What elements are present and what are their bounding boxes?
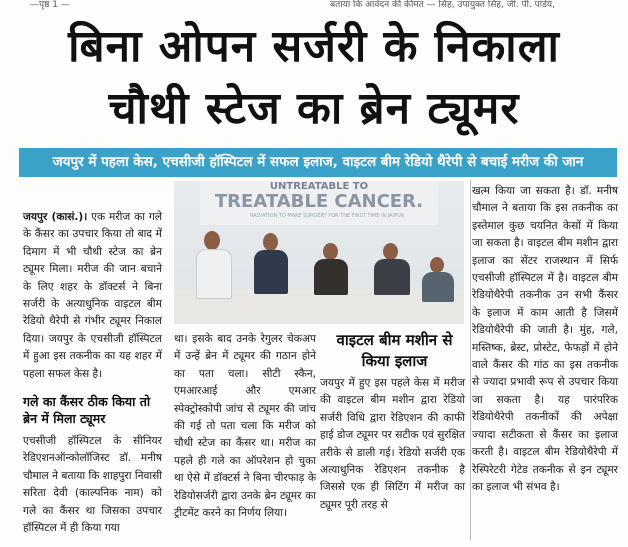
column-1-body: एचसीजी हॉस्पिटल के सीनियर रेडिएशनऑन्कोलॉजिस्ट डॉ. मनीष चौमाल ने बताया कि शाहपुरा निवासी सरिता देवी (काल्पनिक नाम) को गले का कैंसर था जिसका उपचार हॉस्पिटल में ही किया गया xyxy=(23,435,162,535)
column-2-body: था। इसके बाद उनके रेगुलर चेकअप में उन्हें ब्रेन में ट्यूमर की गठान होने का पता चला। सीटी स्कैन, एमआरआई और एमआर स्पेक्ट्रोस्कोपी जांच से ट्यूमर की जांच की गई तो पता चला कि मरीज को चौथी स्टेज का कैंसर था। मरीज का पहले ही गले का ऑपरेशन हो चुका था ऐसे में डॉक्टर्स ने बिना चीरफाड़ के रेडियोसर्जरी द्वारा उनके ब्रेन ट्यूमर का ट्रीटमेंट करने का निर्णय लिया। xyxy=(174,333,316,520)
banner-small-text: RADIATION TO MAKE SURGERY FOR THE FIRST TIME IN JAIPUR xyxy=(250,213,405,219)
subhead-throat-cancer: गले का कैंसर ठीक किया तो ब्रेन में मिला ट्यूमर xyxy=(23,394,151,426)
subhead-vital-beam: वाइटल बीम मशीन से किया इलाज xyxy=(336,331,453,370)
dateline: जयपुर (कासं.)। xyxy=(23,211,88,223)
column-divider xyxy=(470,180,471,540)
intro-text: एक मरीज का गले के कैंसर का उपचार किया तो बाद में दिमाग में भी चौथी स्टेज का ब्रेन ट्यूमर मिला। मरीज की जान बचाने के लिए शहर के डॉक्टर्स ने बिना सर्जरी के अत्याधुनिक वाइटल बीम रेडियो थैरेपी से गंभीर ट्यूमर निकाल दिया। जयपुर के एचसीजी हॉस्पिटल में हुआ इस तकनीक का यह शहर में पहला सफल केस है। xyxy=(23,211,162,380)
top-strip-right: बताया कि आवेदन की कीमत — सिंह, उपायुक्त सिंह, जी. पी. पांडेय, xyxy=(330,0,556,10)
subheadline-band: जयपुर में पहला केस, एचसीजी हॉस्पिटल में सफल इलाज, वाइटल बीम रेडियो थैरेपी से बचाई मरीज की जान xyxy=(19,148,617,177)
column-1-intro xyxy=(23,209,162,383)
column-4-body: खत्म किया जा सकता है। डॉ. मनीष चौमाल ने बताया कि इस तकनीक का इस्तेमाल कुछ चयनित केसों में किया जा सकता है। वाइटल बीम मशीन द्वारा इलाज का सेंटर राजस्थान में सिर्फ एचसीजी हॉस्पिटल में है। वाइटल बीम रेडियोथैरेपी तकनीक उन सभी कैंसर के इलाज में काम आती है जिसमें रेडियोथैरेपी की जाती है। मुंह, गले, मस्तिष्क, ब्रेस्ट, प्रोस्टेट, फेफड़ों में होने वाले कैंसर की गांठ का इस तकनीक से ज्यादा प्रभावी रूप से उपचार किया जा सकता है। यह पारंपरिक रेडियोथैरेपी तकनीकों की अपेक्षा ज्यादा सटीकता से कैंसर का इलाज करती है। वाइटल बीम रेडियोथैरेपी में रेस्पिरेटरी गेटेड तकनीक से इन ट्यूमर का इलाज भी संभव है। xyxy=(472,185,618,493)
headline-line-1: बिना ओपन सर्जरी के निकाला xyxy=(68,21,560,72)
photo-backdrop-banner xyxy=(200,181,438,225)
previous-article-strip xyxy=(0,0,628,12)
top-strip-left: —पृष्ठ 1 — xyxy=(30,0,70,10)
column-3-body: जयपुर में हुए इस पहले केस में मरीज की वाइटल बीम मशीन द्वारा रेडियो सर्जरी विधि द्वारा रेडिएशन की काफी हाई डोज ट्यूमर पर सटीक एवं सुरक्षित तरीके से डाली गई। रेडियो सर्जरी एक अत्याधुनिक रेडिएशन तकनीक है जिससे एक ही सिटिंग में मरीज का ट्यूमर पूरी तरह से xyxy=(320,377,465,511)
press-conference-photo xyxy=(174,181,464,324)
banner-line-1: UNTREATABLE TO xyxy=(269,181,369,192)
banner-line-2: TREATABLE CANCER. xyxy=(214,191,424,212)
headline-line-2: चौथी स्टेज का ब्रेन ट्यूमर xyxy=(108,83,520,134)
